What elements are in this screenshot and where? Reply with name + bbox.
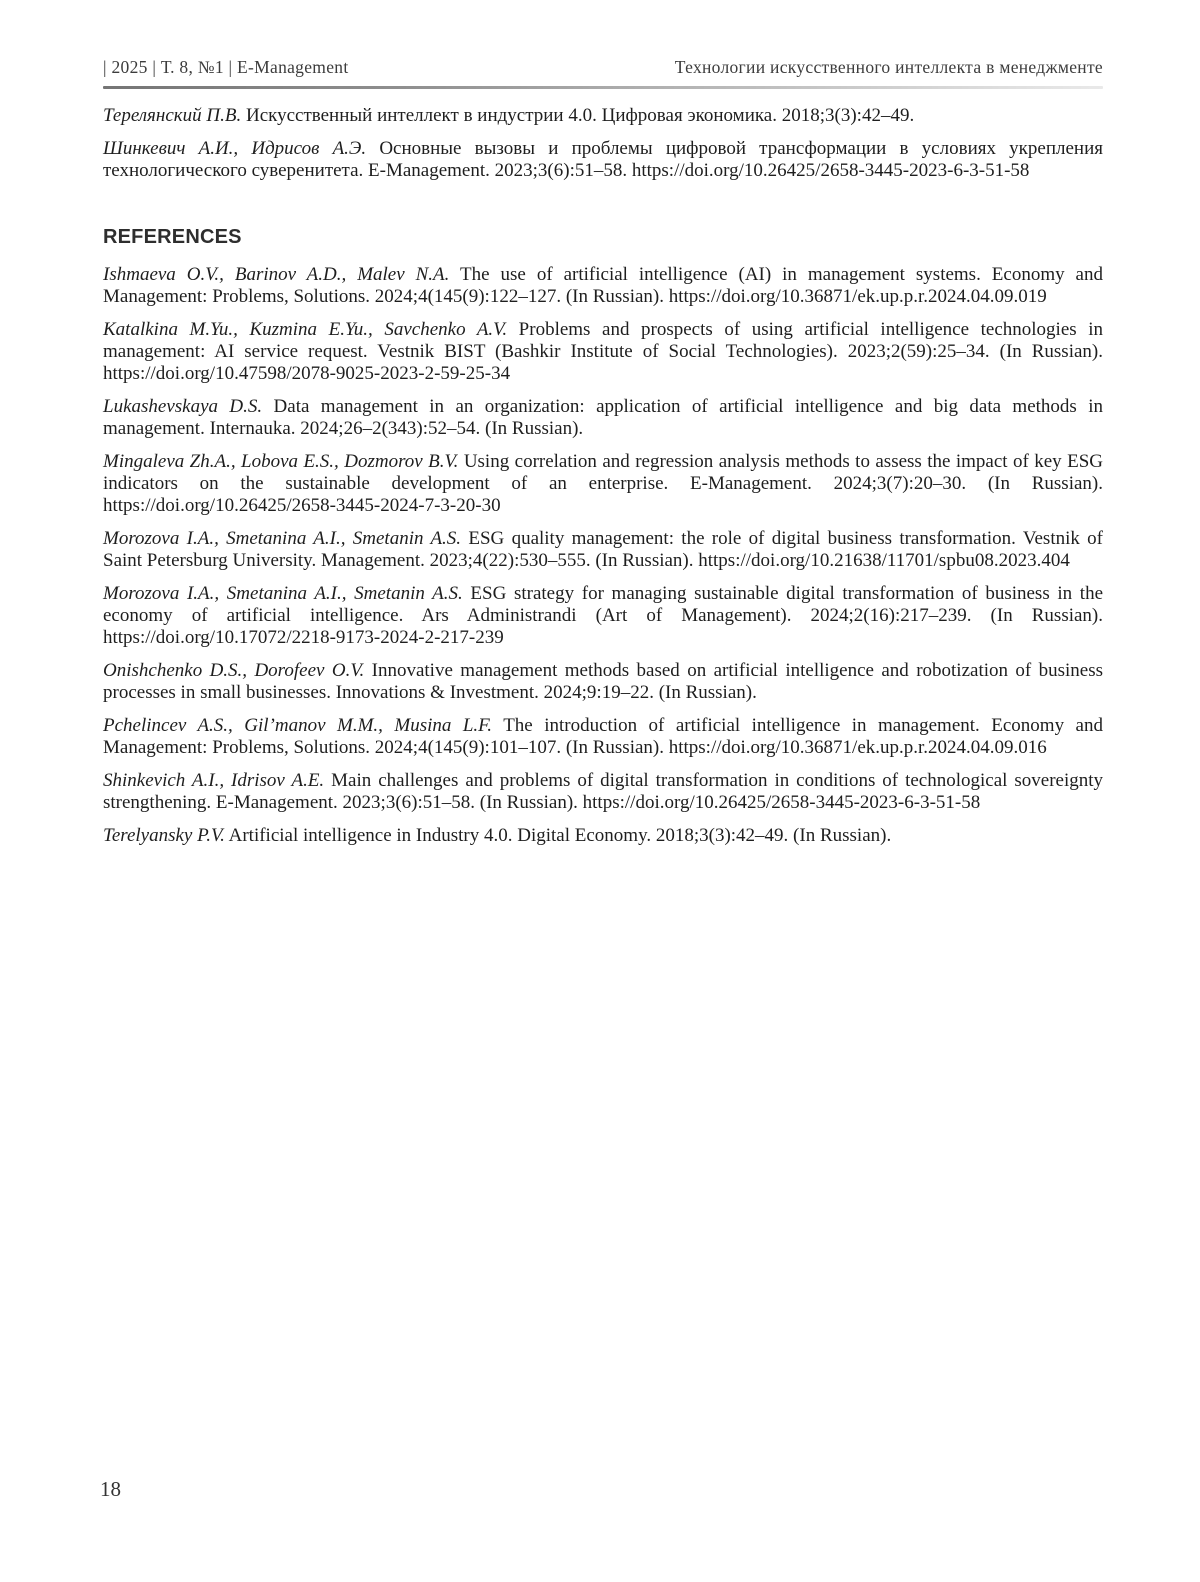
running-header	[103, 0, 1103, 78]
reference-item	[103, 583, 1103, 649]
reference-authors: Mingaleva Zh.A., Lobova E.S., Dozmorov B.V.	[103, 451, 459, 472]
reference-authors: Pchelincev A.S., Gil’manov M.M., Musina L.F.	[103, 715, 493, 736]
reference-text: Основные вызовы и проблемы цифровой трансформации в условиях укрепления технологического суверенитета. E-Management. 2023;3(6):51–58. https://doi.org/10.26425/2658-3445-2023-6-3-51-58	[103, 138, 1103, 181]
reference-authors: Терелянский П.В.	[103, 105, 242, 126]
reference-text: The introduction of artificial intelligence in management. Economy and Management: Problems, Solutions. 2024;4(145(9):101–107. (In Russian). https://doi.org/10.36871/ek.up.p.r.2024.04.09.016	[103, 715, 1103, 758]
reference-authors: Ishmaeva O.V., Barinov A.D., Malev N.A.	[103, 264, 450, 285]
references-heading: REFERENCES	[103, 226, 242, 248]
reference-authors: Shinkevich A.I., Idrisov A.E.	[103, 770, 325, 791]
reference-item	[103, 264, 1103, 308]
page-content	[103, 0, 1103, 858]
header-rule	[103, 86, 1103, 89]
reference-item	[103, 660, 1103, 704]
reference-authors: Morozova I.A., Smetanina A.I., Smetanin A.S.	[103, 583, 463, 604]
reference-item	[103, 105, 1103, 127]
reference-item	[103, 451, 1103, 517]
reference-text: Using correlation and regression analysis methods to assess the impact of key ESG indicators on the sustainable development of an enterprise. E-Management. 2024;3(7):20–30. (In Russian). https://doi.org/10.26425/2658-3445-2024-7-3-20-30	[103, 451, 1103, 516]
header-issue-info: | 2025 | Т. 8, №1 | E-Management	[103, 57, 349, 77]
page-number: 18	[100, 1477, 121, 1501]
reference-text: Data management in an organization: application of artificial intelligence and big data methods in management. Internauka. 2024;26–2(343):52–54. (In Russian).	[103, 396, 1103, 439]
reference-text: ESG quality management: the role of digital business transformation. Vestnik of Saint Petersburg University. Management. 2023;4(22):530–555. (In Russian). https://doi.org/10.21638/11701/spbu08.2023.404	[103, 528, 1104, 571]
reference-item	[103, 396, 1103, 440]
reference-item	[103, 138, 1103, 182]
reference-authors: Шинкевич А.И., Идрисов А.Э.	[103, 138, 367, 159]
reference-text: Main challenges and problems of digital transformation in conditions of technological sovereignty strengthening. E-Management. 2023;3(6):51–58. (In Russian). https://doi.org/10.26425/2658-3445-2023-6-3-51-58	[103, 770, 1104, 813]
reference-item	[103, 715, 1103, 759]
header-article-title: Технологии искусственного интеллекта в менеджменте	[674, 57, 1103, 77]
reference-authors: Lukashevskaya D.S.	[103, 396, 263, 417]
reference-text: Innovative management methods based on artificial intelligence and robotization of business processes in small businesses. Innovations & Investment. 2024;9:19–22. (In Russian).	[103, 660, 1104, 703]
reference-item	[103, 319, 1103, 385]
reference-text: Искусственный интеллект в индустрии 4.0. Цифровая экономика. 2018;3(3):42–49.	[245, 105, 915, 126]
reference-item	[103, 825, 1103, 847]
reference-item	[103, 770, 1103, 814]
reference-authors: Terelyansky P.V.	[103, 825, 225, 846]
reference-text: ESG strategy for managing sustainable digital transformation of business in the economy of artificial intelligence. Ars Administrandi (Art of Management). 2024;2(16):217–239. (In Russian). https://doi.org/10.17072/2218-9173-2024-2-217-239	[103, 583, 1103, 648]
reference-text: The use of artificial intelligence (AI) in management systems. Economy and Management: Problems, Solutions. 2024;4(145(9):122–127. (In Russian). https://doi.org/10.36871/ek.up.p.r.2024.04.09.019	[103, 264, 1103, 307]
reference-text: Problems and prospects of using artificial intelligence technologies in management: AI service request. Vestnik BIST (Bashkir Institute of Social Technologies). 2023;2(59):25–34. (In Russian). https://doi.org/10.47598/2078-9025-2023-2-59-25-34	[103, 319, 1103, 384]
russian-references-list	[103, 105, 1103, 182]
reference-authors: Katalkina M.Yu., Kuzmina E.Yu., Savchenko A.V.	[103, 319, 508, 340]
references-list	[103, 264, 1103, 847]
reference-authors: Morozova I.A., Smetanina A.I., Smetanin A.S.	[103, 528, 462, 549]
reference-item	[103, 528, 1103, 572]
reference-text: Artificial intelligence in Industry 4.0. Digital Economy. 2018;3(3):42–49. (In Russian).	[228, 825, 892, 846]
reference-authors: Onishchenko D.S., Dorofeev O.V.	[103, 660, 365, 681]
